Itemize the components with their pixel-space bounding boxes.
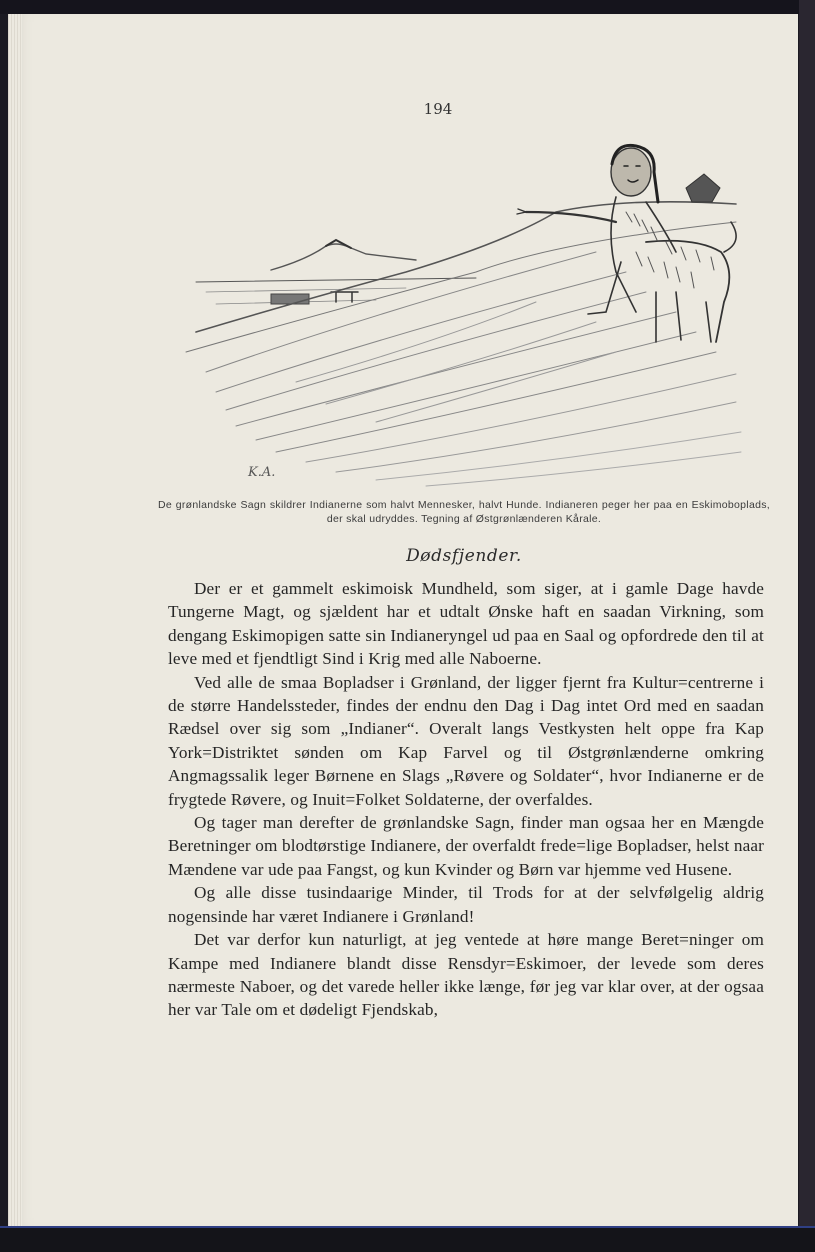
page-number: 194 xyxy=(423,100,453,118)
illustration-indian-half-dog xyxy=(176,142,748,492)
book-page xyxy=(8,14,798,1226)
paragraph: Og alle disse tusindaarige Minder, til Trods for at der selvfølgelig aldrig nogensinde har været Indianere i Grønland! xyxy=(168,883,764,926)
scan-bottom-border xyxy=(0,1228,815,1252)
paragraph: Det var derfor kun naturligt, at jeg ventede at høre mange Beret=ninger om Kampe med Indianere blandt disse Rensdyr=Eskimoer, der levede som deres nærmeste Naboer, og det varede heller ikke længe, før jeg var klar over, at der ogsaa her var Tale om et dødeligt Fjendskab, xyxy=(168,930,764,1020)
paragraph: Og tager man derefter de grønlandske Sagn, finder man ogsaa her en Mængde Beretninger om blodtørstige Indianere, der overfaldt frede=lige Bopladser, helst naar Mændene var ude paa Fangst, og kun Kvinder og Børn var hjemme ved Husene. xyxy=(168,813,764,879)
figure-caption: De grønlandske Sagn skildrer Indianerne som halvt Mennesker, halvt Hunde. Indianeren peger her paa en Eskimoboplads, der skal udryddes. Tegning af Østgrønlænderen Kårale. xyxy=(158,499,770,525)
section-title: Dødsfjender. xyxy=(406,546,522,566)
paragraph: Ved alle de smaa Bopladser i Grønland, der ligger fjernt fra Kultur=centrerne i de større Handelssteder, findes der endnu den Dag i Dag intet Ord med en saadan Rædsel over sig som „Indianer“. Overalt langs Vestkysten helt oppe fra Kap York=Distriktet sønden om Kap Farvel og til Østgrønlænderne omkring Angmagssalik leger Børnene en Slags „Røvere og Soldater“, hvor Indianerne er de frygtede Røvere, og Inuit=Folket Soldaterne, der overfaldes. xyxy=(168,672,764,809)
body-text xyxy=(168,577,764,1022)
paragraph: Der er et gammelt eskimoisk Mundheld, som siger, at i gamle Dage havde Tungerne Magt, og sjældent har et udtalt Ønske haft en saadan Virkning, som dengang Eskimopigen satte sin Indianeryngel ud paa en Saal og opfordrede den til at leve med et fjendtligt Sind i Krig med alle Naboerne. xyxy=(168,579,764,669)
book-cover-edge xyxy=(799,0,815,1252)
artist-signature: K.A. xyxy=(248,465,276,480)
page-stack-edges xyxy=(8,14,22,1226)
scan-top-border xyxy=(0,0,815,14)
